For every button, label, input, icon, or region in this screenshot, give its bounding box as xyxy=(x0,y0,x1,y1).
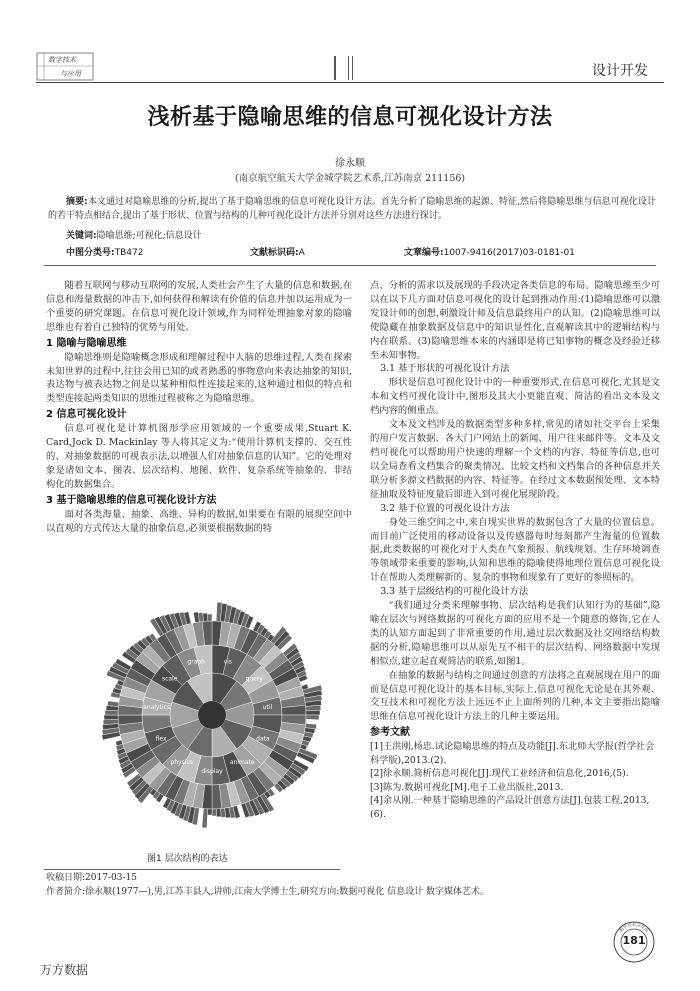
sunburst-label: graph xyxy=(187,658,206,666)
references-heading: 参考文献 xyxy=(370,727,410,739)
keywords-label: 关键词: xyxy=(66,231,97,241)
watermark: 万方数据 xyxy=(40,963,89,977)
figure-1 xyxy=(92,595,332,845)
sunburst-label: flex xyxy=(155,735,167,743)
seal-text: 数字技术与应用 xyxy=(618,922,650,933)
section-2-heading: 2 信息可视化设计 xyxy=(46,409,127,421)
clc-value: TB472 xyxy=(114,248,144,258)
references-list xyxy=(370,740,660,821)
received-date: 收稿日期:2017-03-15 xyxy=(46,873,137,883)
keywords-line xyxy=(48,230,656,244)
sunburst-label: scale xyxy=(161,675,178,683)
sunburst-ring-4-segment xyxy=(306,715,319,720)
section-3-2-heading: 3.2 基于位置的可视化设计方法 xyxy=(380,502,510,514)
section-3-1-body-1: 形状是信息可视化设计中的一种重要形式,在信息可视化,尤其是文本和文档可视化设计中,图形及其大小更能直观、简洁的看出文本及文档内容的侧重点。 xyxy=(370,377,660,417)
section-1-body: 隐喻思维则是隐喻概念形成和理解过程中人脑的思维过程,人类在探索未知世界的过程中,往往会用已知的或者熟悉的事物意向来表达抽象的知识,表达物与被表达物之间是以某种相似性连接起来的,这种通过相似的特点和类型连接起两类知识的思维过程被称之为隐喻思维。 xyxy=(46,351,352,405)
sunburst-center xyxy=(198,701,226,729)
journal-name-line1: 数字技术 xyxy=(48,56,76,64)
abstract-label: 摘要: xyxy=(66,197,88,207)
sunburst-label: analytics xyxy=(143,704,170,712)
author-bio: 作者简介:徐永顺(1977—),男,江苏丰县人,讲师,江南大学博士生,研究方向:数据可视化 信息设计 数字媒体艺术。 xyxy=(46,887,490,897)
abstract-text: 本文通过对隐喻思维的分析,提出了基于隐喻思维的信息可视化设计方法。首先分析了隐喻思维的起源、特征,然后将隐喻思维与信息可视化设计的若干特点相结合,提出了基于形状、位置与结构的几种可视化设计方法并分别对这些方法进行探讨。 xyxy=(48,197,656,221)
clc-label: 中图分类号: xyxy=(66,248,115,258)
keywords-text: 隐喻思维;可视化;信息设计 xyxy=(96,231,202,241)
article-id-label: 文章编号: xyxy=(404,248,444,258)
intro-paragraph: 随着互联网与移动互联网的发展,人类社会产生了大量的信息和数据,在信息和海量数据的冲击下,如何获得和解读有价值的信息并加以运用成为一个重要的研究课题。在信息可视化设计领域,作为同样处理抽象对象的隐喻思维也有着自己独特的优势与用处。 xyxy=(46,280,352,333)
section-3-1-heading: 3.1 基于形状的可视化设计方法 xyxy=(380,363,510,375)
sunburst-ring-4-segment xyxy=(306,710,320,715)
sunburst-ring-4-segment xyxy=(208,809,212,815)
page-number: 181 xyxy=(622,934,646,947)
section-3-heading: 3 基于隐喻思维的信息可视化设计方法 xyxy=(46,494,217,506)
article-title: 浅析基于隐喻思维的信息可视化设计方法 xyxy=(147,104,553,130)
left-column xyxy=(46,279,352,536)
reference-item: [4]余从刚.一种基于隐喻思维的产品设计创意方法[J].包装工程,2013,(6). xyxy=(370,795,650,820)
sunburst-ring-4-segment xyxy=(105,710,118,715)
sunburst-label: display xyxy=(201,768,223,775)
sunburst-label: data xyxy=(256,735,270,743)
footer-rule xyxy=(44,869,340,870)
sunburst-ring-4-segment xyxy=(202,809,208,828)
reference-item: [2]徐永顺.简析信息可视化[J].现代工业经济和信息化,2016,(5). xyxy=(370,768,629,780)
sunburst-ring-4-segment xyxy=(216,809,221,817)
header-bar-marks xyxy=(330,56,360,82)
sunburst-ring-4-segment xyxy=(203,613,208,621)
section-3-body: 面对各类海量、抽象、高维、异构的数据,如果要在有限的展现空间中以直观的方式传达大量的抽象信息,必须要根据数据的特 xyxy=(46,508,352,534)
sunburst-chart xyxy=(92,595,332,845)
section-3-3-body-2: 在抽象的数据与结构之间通过创意的方法将之直观展现在用户的面前是信息可视化设计的基本目标,实际上,信息可视化无论是在其外观、交互技术和可视化方法上远远不止上面所列的几种,本文主要指出隐喻思维在信息可视化设计方法上的几种主要运用。 xyxy=(370,669,660,723)
header-rule xyxy=(36,82,664,83)
section-3-3-body-1: “我们通过分类来理解事物、层次结构是我们认知行为的基础”,隐喻在层次与网络数据的可视化方面的应用不是一个随意的修饰,它在人类的认知方面起到了非常重要的作用,通过层次数据及社交网络结构数据的分析,隐喻思维可以从原先互不相干的层次结构、网络数据中发现相似点,建立起直观简洁的联系,如图1。 xyxy=(370,600,660,667)
article-id-value: 1007-9416(2017)03-0181-01 xyxy=(443,248,575,258)
section-3-3-heading: 3.3 基于层级结构的可视化设计方法 xyxy=(380,586,529,598)
section-2-body: 信息可视化是计算机图形学应用领域的一个重要成果,Stuart K. Card,Jock D. Mackinlay 等人将其定义为:“使用计算机支撑的、交互性的、对抽象数据的可视表示法,以增强人们对抽象信息的认知”。它的处理对象是诸如文本、图表、层次结构、地图、软件、复杂系统等抽象的、非结构化的数据集合。 xyxy=(46,423,352,490)
right-paragraph-1: 点、分析的需求以及展现的手段决定各类信息的布局。隐喻思维至少可以在以下几方面对信息可视化的设计起到推动作用:(1)隐喻思维可以激发设计师的创想,刺激设计师及信息最终用户的认知。(2)隐喻思维可以使隐藏在抽象数据及信息中的知识显性化,直观解读其中的逻辑结构与内在联系。(3)隐喻思维本来的内涵即是将已知事物的概念及经验迁移至未知事物。 xyxy=(370,280,660,361)
svg-text:数字技术与应用 xyxy=(618,921,651,934)
sunburst-ring-4-segment xyxy=(107,701,118,707)
section-label: 设计开发 xyxy=(592,63,648,79)
sunburst-ring-4-segment xyxy=(104,715,118,720)
sunburst-ring-4-segment xyxy=(212,809,217,816)
doc-code-label: 文献标识码: xyxy=(250,248,299,258)
abstract xyxy=(48,195,656,223)
sunburst-label: query xyxy=(245,675,263,683)
section-3-1-body-2: 文本及文档涉及的数据类型多种多样,常见的诸如社交平台上采集的用户发言数据、各大门户网站上的新闻、用户往来邮件等。文本及文档可视化可以帮助用户快速的理解一个文档的内容、特征等信息,也可以全局查看文档集合的聚类情况、比较文档和文档集合的各种信息并关联分析多源文档数据的内容、特征等。在经过文本数据预处理、文本特征抽取及特征度量后即进入到可视化展现阶段。 xyxy=(370,419,660,500)
sunburst-label: animate xyxy=(229,759,255,767)
author-affiliation: (南京航空航天大学金城学院艺术系,江苏南京 211156) xyxy=(234,173,466,184)
right-column xyxy=(370,279,660,821)
section-3-2-body: 身处三维空间之中,来自现实世界的数据包含了大量的位置信息。而目前广泛使用的移动设备以及传感器每时每刻都产生海量的位置数据,此类数据的可视化对于人类在气象预报、航线规划、生存环境调查等领域带来重要的影响,认知和思维的隐喻使得地理位置信息可视化设计在帮助人类理解新的、复杂的事物和现象有了更好的参照标的。 xyxy=(370,516,660,584)
reference-item: [3]陈为.数据可视化[M].电子工业出版社,2013. xyxy=(370,781,564,793)
sunburst-label: vis xyxy=(223,658,232,666)
sunburst-label: physics xyxy=(170,759,193,767)
figure-1-caption: 图1 层次结构的表达 xyxy=(147,854,228,864)
abstract-rule xyxy=(44,265,656,266)
sunburst-label: util xyxy=(262,704,273,712)
journal-name-line2: 与应用 xyxy=(60,70,81,78)
reference-item: [1]王洪刚,杨忠.试论隐喻思维的特点及功能[J].东北师大学报(哲学社会科学版),2013.(2). xyxy=(370,741,655,766)
author-name: 徐永顺 xyxy=(335,158,365,169)
section-1-heading: 1 隐喻与隐喻思维 xyxy=(46,337,127,349)
doc-code-value: A xyxy=(298,248,305,258)
sunburst-ring-4-segment xyxy=(207,614,212,621)
